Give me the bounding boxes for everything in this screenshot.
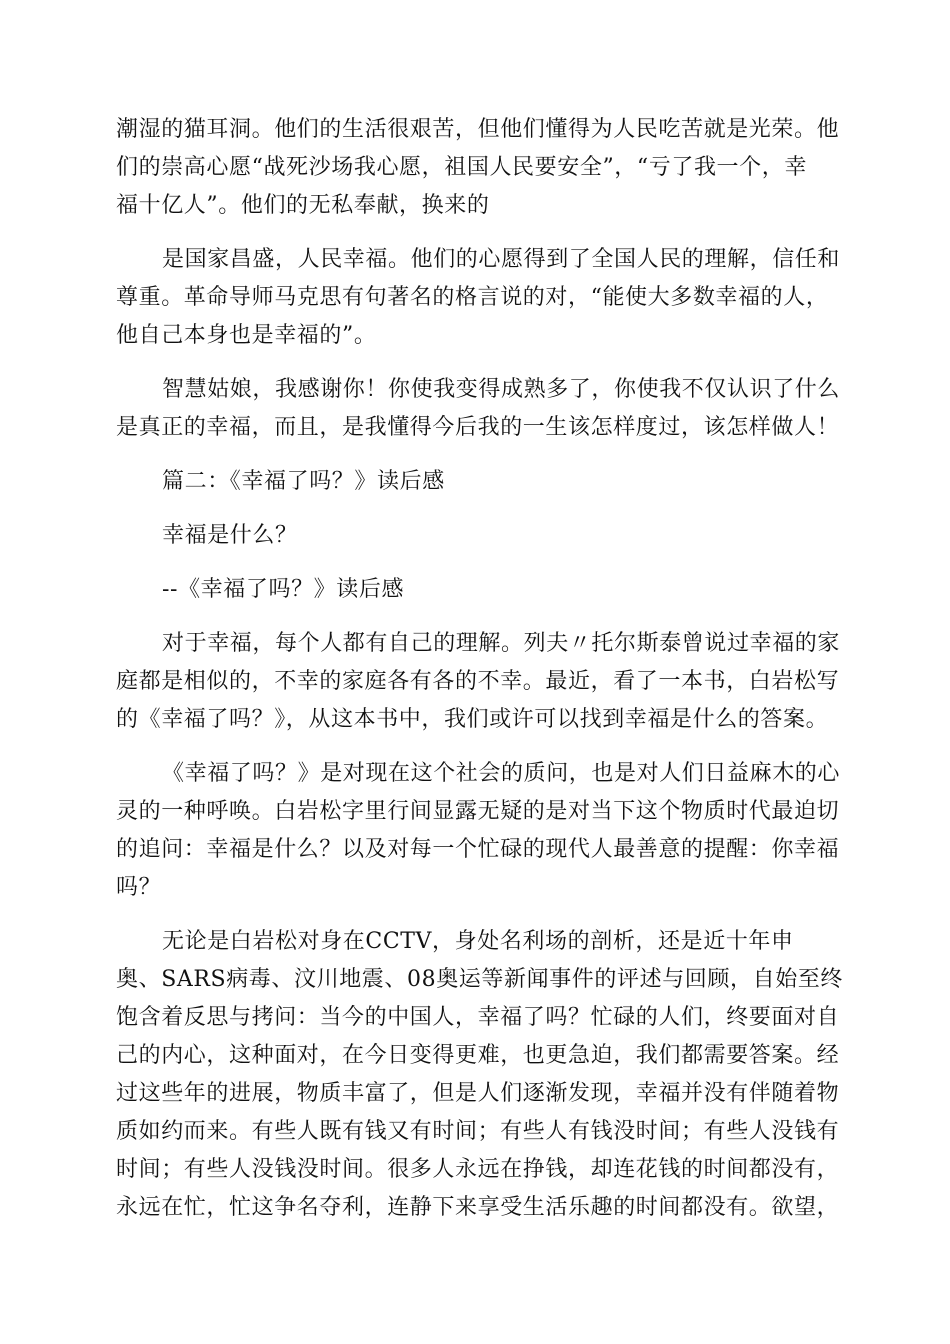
text-line: 《幸福了吗？》是对现在这个社会的质问，也是对人们日益麻木的心 — [162, 761, 841, 786]
text-line: 己的内心，这种面对，在今日变得更难，也更急迫，我们都需要答案。经 — [116, 1043, 840, 1068]
text-line: 他自己本身也是幸福的”。 — [116, 323, 377, 348]
text-line: 们的崇高心愿“战死沙场我心愿，祖国人民要安全”，“亏了我一个，幸 — [116, 155, 807, 180]
text-line: 尊重。革命导师马克思有句著名的格言说的对，“能使大多数幸福的人， — [116, 285, 829, 310]
article-title: 幸福是什么？ — [162, 523, 298, 548]
text-line: 的《幸福了吗？》，从这本书中，我们或许可以找到幸福是什么的答案。 — [116, 707, 829, 732]
section-heading: 篇二：《幸福了吗？》读后感 — [162, 469, 445, 494]
text-line: 是国家昌盛，人民幸福。他们的心愿得到了全国人民的理解，信任和 — [162, 247, 841, 272]
article-subtitle: --《幸福了吗？》读后感 — [162, 577, 405, 602]
text-line: 永远在忙，忙这争名夺利，连静下来享受生活乐趣的时间都没有。欲望， — [116, 1195, 840, 1220]
text-line: 智慧姑娘，我感谢你！你使我变得成熟多了，你使我不仅认识了什么 — [162, 377, 841, 402]
text-line: 奥、SARS病毒、汶川地震、08奥运等新闻事件的评述与回顾，自始至终 — [116, 967, 843, 992]
text-line: 饱含着反思与拷问：当今的中国人，幸福了吗？忙碌的人们，终要面对自 — [116, 1005, 840, 1030]
text-line: 福十亿人”。他们的无私奉献，换来的 — [116, 193, 490, 218]
text-line: 吗？ — [116, 875, 162, 900]
text-line: 潮湿的猫耳洞。他们的生活很艰苦，但他们懂得为人民吃苦就是光荣。他 — [116, 117, 840, 142]
text-line: 对于幸福，每个人都有自己的理解。列夫〃托尔斯泰曾说过幸福的家 — [162, 631, 841, 656]
text-line: 庭都是相似的，不幸的家庭各有各的不幸。最近，看了一本书，白岩松写 — [116, 669, 840, 694]
text-line: 过这些年的进展，物质丰富了，但是人们逐渐发现，幸福并没有伴随着物 — [116, 1081, 840, 1106]
text-line: 质如约而来。有些人既有钱又有时间；有些人有钱没时间；有些人没钱有 — [116, 1119, 840, 1144]
text-line: 是真正的幸福，而且，是我懂得今后我的一生该怎样度过，该怎样做人！ — [116, 415, 840, 440]
text-line: 时间；有些人没钱没时间。很多人永远在挣钱，却连花钱的时间都没有， — [116, 1157, 840, 1182]
text-line: 无论是白岩松对身在CCTV，身处名利场的剖析，还是近十年申 — [162, 929, 794, 954]
text-line: 灵的一种呼唤。白岩松字里行间显露无疑的是对当下这个物质时代最迫切 — [116, 799, 840, 824]
text-line: 的追问：幸福是什么？以及对每一个忙碌的现代人最善意的提醒：你幸福 — [116, 837, 840, 862]
